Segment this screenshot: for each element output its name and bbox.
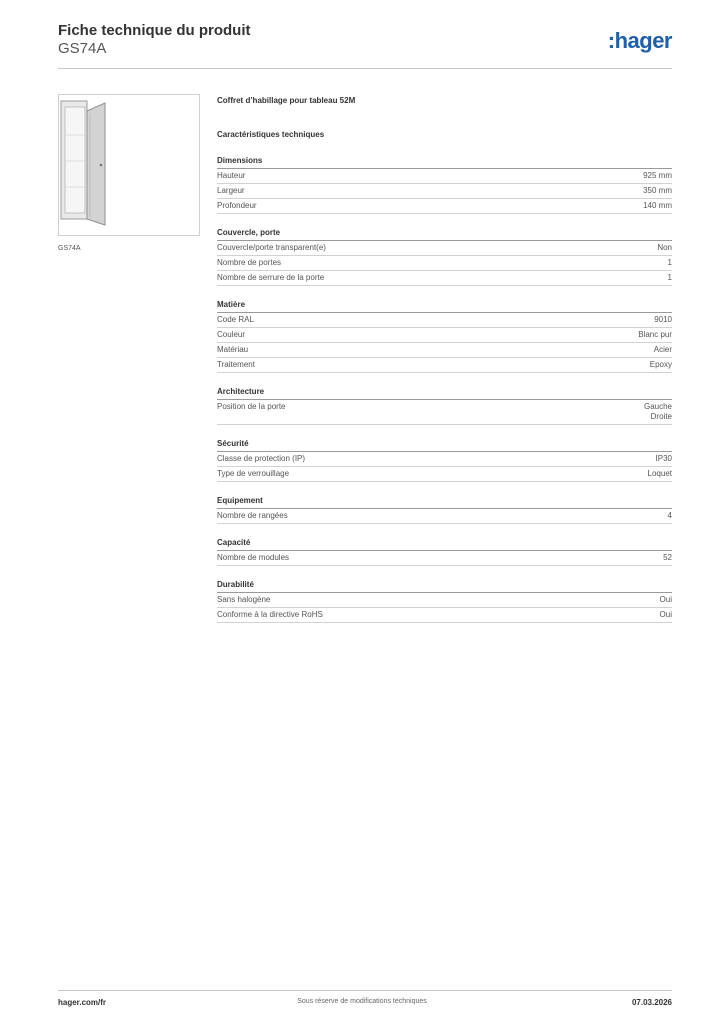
product-description: Coffret d’habillage pour tableau 52M: [217, 96, 356, 105]
spec-row: [217, 608, 672, 623]
spec-label: Code RAL: [217, 315, 254, 324]
spec-label: Couleur: [217, 330, 246, 339]
product-image: [58, 94, 200, 236]
spec-row: [217, 593, 672, 608]
spec-value-line: Gauche: [643, 402, 672, 411]
spec-section: [217, 496, 672, 524]
page-header: [58, 22, 672, 70]
spec-row: [217, 400, 672, 425]
spec-label: Profondeur: [217, 201, 257, 210]
spec-value-line: 52: [663, 553, 672, 562]
spec-label: Nombre de serrure de la porte: [217, 273, 325, 282]
section-title: Durabilité: [217, 580, 672, 593]
section-title: Sécurité: [217, 439, 672, 452]
spec-value: [654, 345, 672, 355]
spec-value: [660, 595, 672, 605]
spec-row: [217, 256, 672, 271]
spec-value: [638, 330, 672, 340]
spec-label: Sans halogène: [217, 595, 271, 604]
header-divider: [58, 68, 672, 69]
spec-value: [654, 315, 672, 325]
spec-label: Couvercle/porte transparent(e): [217, 243, 326, 252]
spec-value: [643, 171, 672, 181]
section-title: Capacité: [217, 538, 672, 551]
spec-value: [650, 360, 672, 370]
spec-section: [217, 156, 672, 214]
spec-value-line: Non: [657, 243, 672, 252]
spec-value: [644, 402, 672, 422]
spec-value-line: 140 mm: [643, 201, 672, 210]
spec-row: [217, 313, 672, 328]
spec-section: [217, 387, 672, 425]
spec-row: [217, 467, 672, 482]
spec-row: [217, 241, 672, 256]
image-caption: GS74A: [58, 245, 81, 252]
spec-value-line: 1: [667, 258, 672, 267]
spec-value-line: Loquet: [647, 469, 672, 478]
spec-row: [217, 343, 672, 358]
spec-value: [657, 243, 672, 253]
spec-row: [217, 271, 672, 286]
spec-value: [656, 454, 672, 464]
spec-value-line: Blanc pur: [638, 330, 672, 339]
spec-value-line: IP30: [655, 454, 672, 463]
spec-value-line: Oui: [659, 610, 672, 619]
spec-section: [217, 439, 672, 482]
spec-value: [663, 553, 672, 563]
footer-divider: [58, 990, 672, 991]
spec-value-line: Droite: [650, 412, 672, 421]
spec-value-line: Epoxy: [649, 360, 672, 369]
spec-row: [217, 169, 672, 184]
spec-label: Nombre de rangées: [217, 511, 288, 520]
spec-label: Matériau: [217, 345, 249, 354]
spec-label: Hauteur: [217, 171, 246, 180]
spec-value-line: 4: [667, 511, 672, 520]
spec-section: [217, 300, 672, 373]
spec-value: [648, 469, 672, 479]
section-title: Dimensions: [217, 156, 672, 169]
spec-label: Nombre de modules: [217, 553, 290, 562]
spec-value: [643, 201, 672, 211]
section-title: Equipement: [217, 496, 672, 509]
specification-panel: [217, 96, 672, 623]
spec-value: [668, 273, 672, 283]
footer-website: hager.com/fr: [58, 998, 107, 1007]
spec-row: [217, 452, 672, 467]
spec-section: [217, 538, 672, 566]
spec-value-line: Oui: [659, 595, 672, 604]
spec-value-line: 1: [667, 273, 672, 282]
spec-heading: Caractéristiques techniques: [217, 130, 325, 139]
section-title: Couvercle, porte: [217, 228, 672, 241]
spec-label: Classe de protection (IP): [217, 454, 306, 463]
spec-value: [668, 511, 672, 521]
hager-logo: :hager: [607, 28, 672, 53]
spec-value-line: Acier: [653, 345, 672, 354]
spec-value: [643, 186, 672, 196]
spec-section: [217, 228, 672, 286]
spec-row: [217, 328, 672, 343]
spec-label: Type de verrouillage: [217, 469, 290, 478]
spec-row: [217, 184, 672, 199]
product-reference: GS74A: [58, 40, 107, 57]
spec-value-line: 925 mm: [643, 171, 672, 180]
footer-date: 07.03.2026: [631, 998, 672, 1007]
spec-row: [217, 509, 672, 524]
spec-section: [217, 580, 672, 623]
spec-label: Largeur: [217, 186, 245, 195]
page-title: Fiche technique du produit: [58, 22, 251, 39]
spec-label: Position de la porte: [217, 402, 286, 411]
spec-label: Nombre de portes: [217, 258, 282, 267]
spec-value: [660, 610, 672, 620]
cabinet-with-open-door-icon: [59, 95, 199, 235]
spec-value-line: 350 mm: [643, 186, 672, 195]
section-title: Matière: [217, 300, 672, 313]
spec-sections: [217, 156, 672, 623]
spec-value-line: 9010: [654, 315, 672, 324]
spec-row: [217, 358, 672, 373]
spec-row: [217, 551, 672, 566]
spec-label: Conforme à la directive RoHS: [217, 610, 323, 619]
spec-label: Traitement: [217, 360, 255, 369]
spec-value: [668, 258, 672, 268]
footer-disclaimer: Sous réserve de modifications techniques: [297, 998, 427, 1005]
section-title: Architecture: [217, 387, 672, 400]
spec-row: [217, 199, 672, 214]
